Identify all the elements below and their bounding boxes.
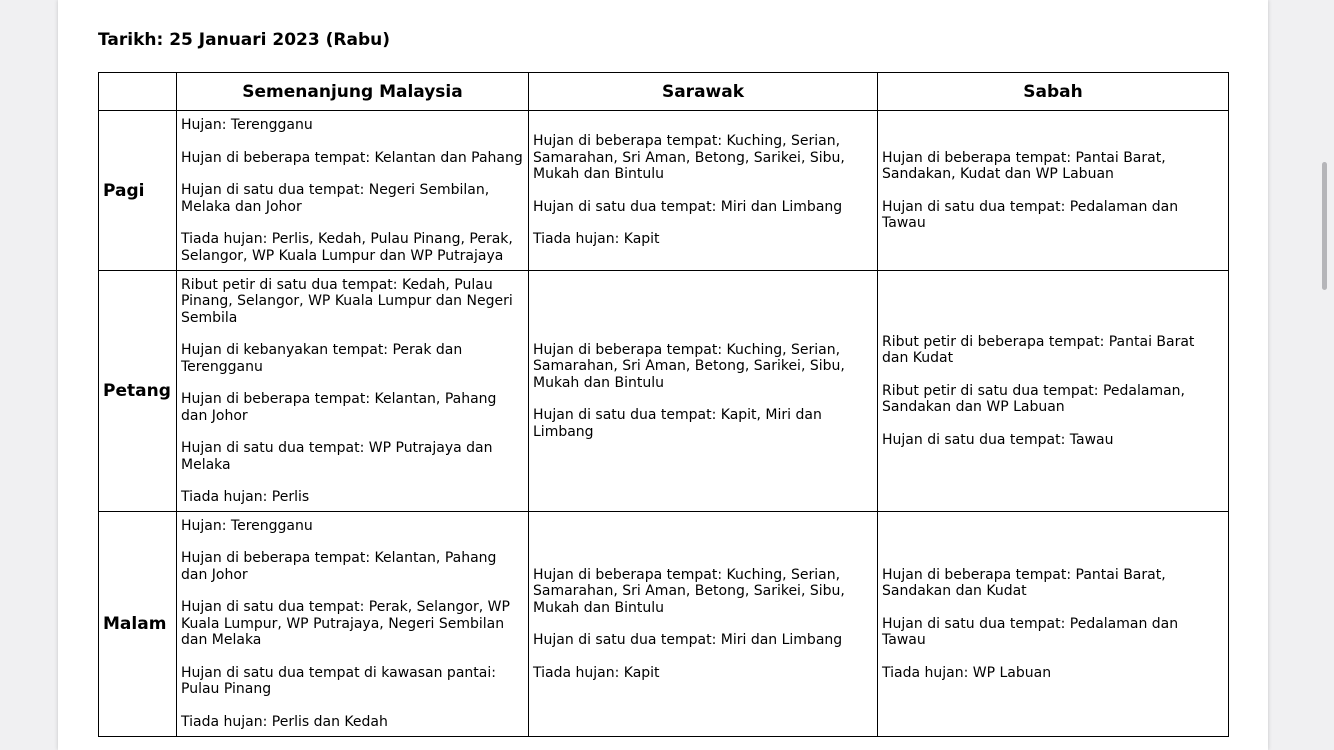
vertical-scrollbar-thumb[interactable] bbox=[1322, 162, 1327, 290]
forecast-line: Hujan di satu dua tempat: WP Putrajaya dan Melaka bbox=[181, 440, 493, 473]
forecast-line: Hujan di satu dua tempat: Tawau bbox=[882, 431, 1114, 448]
forecast-cell bbox=[878, 271, 1229, 512]
table-header-row bbox=[99, 73, 1229, 111]
forecast-line: Hujan di satu dua tempat di kawasan pantai: Pulau Pinang bbox=[181, 664, 496, 698]
header-sabah: Sabah bbox=[878, 73, 1229, 111]
weather-forecast-table bbox=[98, 72, 1229, 737]
forecast-cell bbox=[177, 512, 529, 737]
forecast-line: Hujan di beberapa tempat: Kelantan, Pahang dan Johor bbox=[181, 550, 497, 583]
forecast-cell bbox=[529, 111, 878, 271]
forecast-line: Tiada hujan: Kapit bbox=[533, 231, 660, 248]
forecast-line: Hujan di satu dua tempat: Negeri Sembilan, Melaka dan Johor bbox=[181, 182, 490, 215]
document-page bbox=[58, 0, 1268, 750]
forecast-line: Hujan di satu dua tempat: Perak, Selangor, WP Kuala Lumpur, WP Putrajaya, Negeri Sembilan dan Melaka bbox=[181, 599, 510, 649]
forecast-line: Hujan di beberapa tempat: Kelantan, Pahang dan Johor bbox=[181, 391, 497, 424]
forecast-line: Hujan di satu dua tempat: Kapit, Miri dan Limbang bbox=[533, 407, 822, 440]
forecast-line: Hujan di kebanyakan tempat: Perak dan Terengganu bbox=[181, 342, 463, 375]
forecast-line: Hujan di beberapa tempat: Kuching, Serian, Samarahan, Sri Aman, Betong, Sarikei, Sibu, Mukah dan Bintulu bbox=[533, 133, 845, 183]
forecast-cell bbox=[177, 111, 529, 271]
forecast-line: Hujan di beberapa tempat: Kuching, Serian, Samarahan, Sri Aman, Betong, Sarikei, Sibu, Mukah dan Bintulu bbox=[533, 341, 845, 391]
forecast-line: Hujan: Terengganu bbox=[181, 117, 313, 133]
forecast-line: Hujan di satu dua tempat: Pedalaman dan Tawau bbox=[882, 615, 1179, 649]
forecast-line: Tiada hujan: Perlis bbox=[181, 489, 310, 505]
header-semenanjung: Semenanjung Malaysia bbox=[177, 73, 529, 111]
forecast-line: Hujan: Terengganu bbox=[181, 517, 313, 534]
period-label: Pagi bbox=[99, 111, 177, 271]
forecast-line: Hujan di satu dua tempat: Miri dan Limbang bbox=[533, 198, 843, 215]
table-row bbox=[99, 111, 1229, 271]
forecast-line: Hujan di beberapa tempat: Kelantan dan Pahang bbox=[181, 149, 523, 166]
forecast-line: Hujan di beberapa tempat: Kuching, Serian, Samarahan, Sri Aman, Betong, Sarikei, Sibu, Mukah dan Bintulu bbox=[533, 566, 845, 616]
forecast-line: Hujan di satu dua tempat: Pedalaman dan Tawau bbox=[882, 198, 1179, 231]
forecast-line: Tiada hujan: WP Labuan bbox=[882, 664, 1052, 681]
period-label: Petang bbox=[99, 271, 177, 512]
forecast-date: Tarikh: 25 Januari 2023 (Rabu) bbox=[98, 30, 390, 50]
header-corner bbox=[99, 73, 177, 111]
forecast-cell bbox=[878, 111, 1229, 271]
forecast-cell bbox=[177, 271, 529, 512]
table-row bbox=[99, 512, 1229, 737]
forecast-line: Ribut petir di satu dua tempat: Kedah, Pulau Pinang, Selangor, WP Kuala Lumpur dan Negeri Sembila bbox=[181, 276, 513, 326]
header-sarawak: Sarawak bbox=[529, 73, 878, 111]
forecast-cell bbox=[878, 512, 1229, 737]
forecast-line: Tiada hujan: Perlis dan Kedah bbox=[181, 713, 388, 730]
forecast-line: Tiada hujan: Kapit bbox=[533, 664, 660, 681]
forecast-cell bbox=[529, 512, 878, 737]
forecast-line: Ribut petir di beberapa tempat: Pantai Barat dan Kudat bbox=[882, 333, 1195, 367]
forecast-cell bbox=[529, 271, 878, 512]
table-row bbox=[99, 271, 1229, 512]
forecast-line: Ribut petir di satu dua tempat: Pedalaman, Sandakan dan WP Labuan bbox=[882, 382, 1185, 416]
forecast-line: Hujan di beberapa tempat: Pantai Barat, Sandakan, Kudat dan WP Labuan bbox=[882, 149, 1166, 182]
forecast-line: Hujan di satu dua tempat: Miri dan Limbang bbox=[533, 632, 843, 649]
forecast-line: Hujan di beberapa tempat: Pantai Barat, Sandakan dan Kudat bbox=[882, 566, 1166, 600]
period-label: Malam bbox=[99, 512, 177, 737]
forecast-line: Tiada hujan: Perlis, Kedah, Pulau Pinang, Perak, Selangor, WP Kuala Lumpur dan WP Putrajaya bbox=[181, 231, 513, 264]
